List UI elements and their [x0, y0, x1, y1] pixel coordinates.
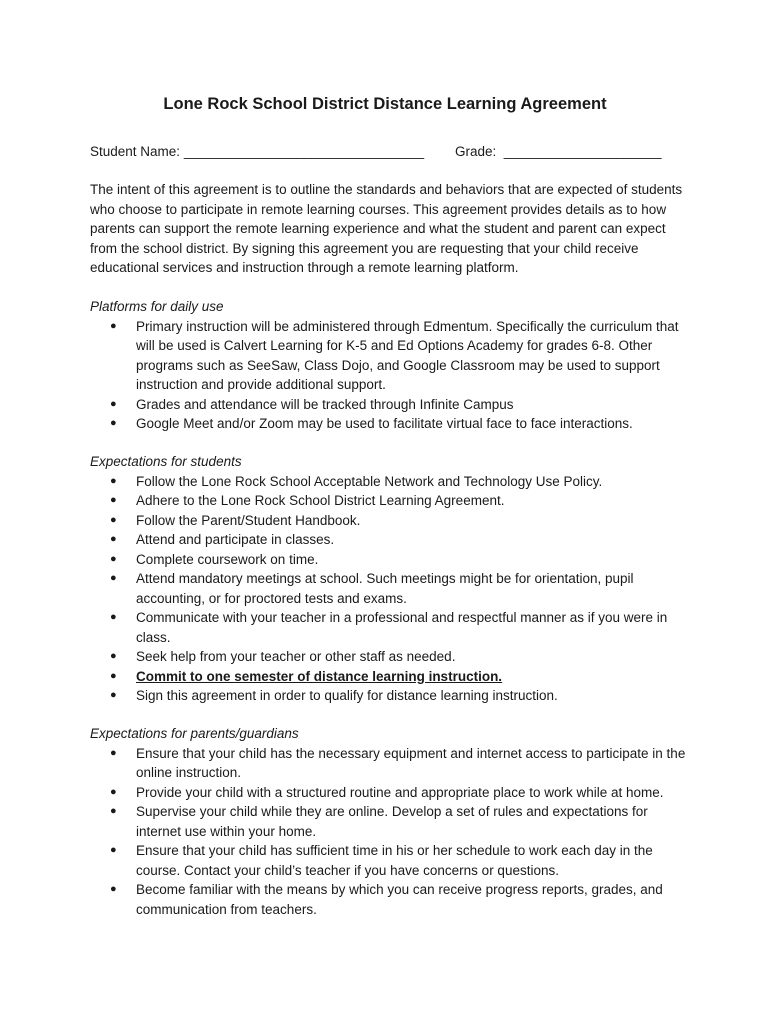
list-item	[90, 550, 690, 570]
bullet-icon: ●	[110, 650, 117, 662]
student-name-blank: ________________________________	[183, 144, 425, 159]
bullet-icon: ●	[110, 844, 117, 856]
list-item-text: Google Meet and/or Zoom may be used to facilitate virtual face to face interactions.	[136, 416, 633, 431]
bullet-icon: ●	[110, 669, 117, 682]
bullet-icon: ●	[110, 746, 117, 759]
list-item-text: Supervise your child while they are online. Develop a set of rules and expectations for internet use within your home.	[136, 804, 648, 839]
bullet-list	[90, 472, 690, 706]
bullet-icon: ●	[110, 494, 117, 506]
list-item	[90, 647, 690, 667]
list-item-text: Follow the Parent/Student Handbook.	[136, 512, 361, 528]
list-item	[90, 414, 690, 434]
list-item	[90, 317, 690, 395]
list-item-text: Attend and participate in classes.	[136, 532, 335, 547]
list-item	[90, 783, 690, 803]
list-item-text: Complete coursework on time.	[136, 551, 319, 567]
list-item	[90, 608, 690, 647]
list-item	[90, 880, 690, 919]
list-item-text: Adhere to the Lone Rock School District Learning Agreement.	[136, 493, 505, 508]
bullet-list	[90, 744, 690, 920]
semester-commitment-text: Commit to one semester of distance learning instruction.	[136, 668, 503, 684]
list-item	[90, 802, 690, 841]
list-item-text: Provide your child with a structured routine and appropriate place to work while at home.	[136, 784, 664, 800]
bullet-icon: ●	[110, 805, 117, 817]
list-item-text: Ensure that your child has the necessary equipment and internet access to participate in the online instruction.	[136, 745, 686, 780]
bullet-icon: ●	[110, 397, 117, 410]
section-heading: Expectations for parents/guardians	[90, 726, 299, 741]
list-item-text: Seek help from your teacher or other staff as needed.	[136, 649, 456, 664]
grade-label: Grade:	[455, 144, 497, 159]
list-item	[90, 491, 690, 511]
list-item-text: Become familiar with the means by which you can receive progress reports, grades, and communication from teachers.	[136, 882, 663, 917]
section-heading: Expectations for students	[90, 454, 242, 469]
bullet-icon: ●	[110, 572, 117, 584]
list-item-text: Primary instruction will be administered through Edmentum. Specifically the curriculum that will be used is Calvert Learning for K-5 and Ed Options Academy for grades 6-8. Other programs such as SeeSaw, Class Dojo, and Google Classroom may be used to support instruction and provide additional support.	[136, 318, 679, 392]
list-item-text: Sign this agreement in order to qualify for distance learning instruction.	[136, 688, 558, 703]
list-item	[90, 472, 690, 492]
bullet-icon: ●	[110, 611, 117, 623]
bullet-icon: ●	[110, 552, 117, 565]
list-item	[90, 395, 690, 415]
section-heading: Platforms for daily use	[90, 299, 224, 314]
bullet-icon: ●	[110, 533, 117, 545]
section-parent-expectations	[90, 724, 690, 919]
bullet-icon: ●	[110, 474, 117, 487]
grade-blank: _____________________	[503, 144, 662, 159]
bullet-icon: ●	[110, 513, 117, 526]
list-item	[90, 569, 690, 608]
list-item	[90, 686, 690, 706]
bullet-icon: ●	[110, 417, 117, 429]
list-item-text: Attend mandatory meetings at school. Such meetings might be for orientation, pupil accounting, or for proctored tests and exams.	[136, 571, 634, 606]
student-info-line	[90, 142, 690, 162]
bullet-list	[90, 317, 690, 434]
bullet-icon: ●	[110, 785, 117, 798]
bullet-icon: ●	[110, 319, 117, 332]
bullet-icon: ●	[110, 883, 117, 895]
section-student-expectations	[90, 452, 690, 706]
section-platforms	[90, 297, 690, 434]
list-item-text: Ensure that your child has sufficient time in his or her schedule to work each day in the course. Contact your child’s teacher if you have concerns or questions.	[136, 843, 653, 878]
list-item	[90, 530, 690, 550]
list-item-text: Follow the Lone Rock School Acceptable Network and Technology Use Policy.	[136, 473, 603, 489]
list-item	[90, 841, 690, 880]
intro-paragraph: The intent of this agreement is to outline the standards and behaviors that are expected of students who choose to participate in remote learning courses. This agreement provides details as to how parents can support the remote learning experience and what the student and parent can expect from the school district. By signing this agreement you are requesting that your child receive educational services and instruction through a remote learning platform.	[90, 182, 683, 275]
student-name-label: Student Name:	[90, 144, 181, 159]
list-item-text: Grades and attendance will be tracked through Infinite Campus	[136, 396, 514, 412]
list-item	[90, 667, 690, 687]
bullet-icon: ●	[110, 689, 117, 701]
grade-field	[455, 142, 661, 162]
list-item	[90, 744, 690, 783]
document-title: Lone Rock School District Distance Learning Agreement	[163, 95, 607, 113]
list-item	[90, 511, 690, 531]
list-item-text: Communicate with your teacher in a professional and respectful manner as if you were in class.	[136, 610, 668, 645]
